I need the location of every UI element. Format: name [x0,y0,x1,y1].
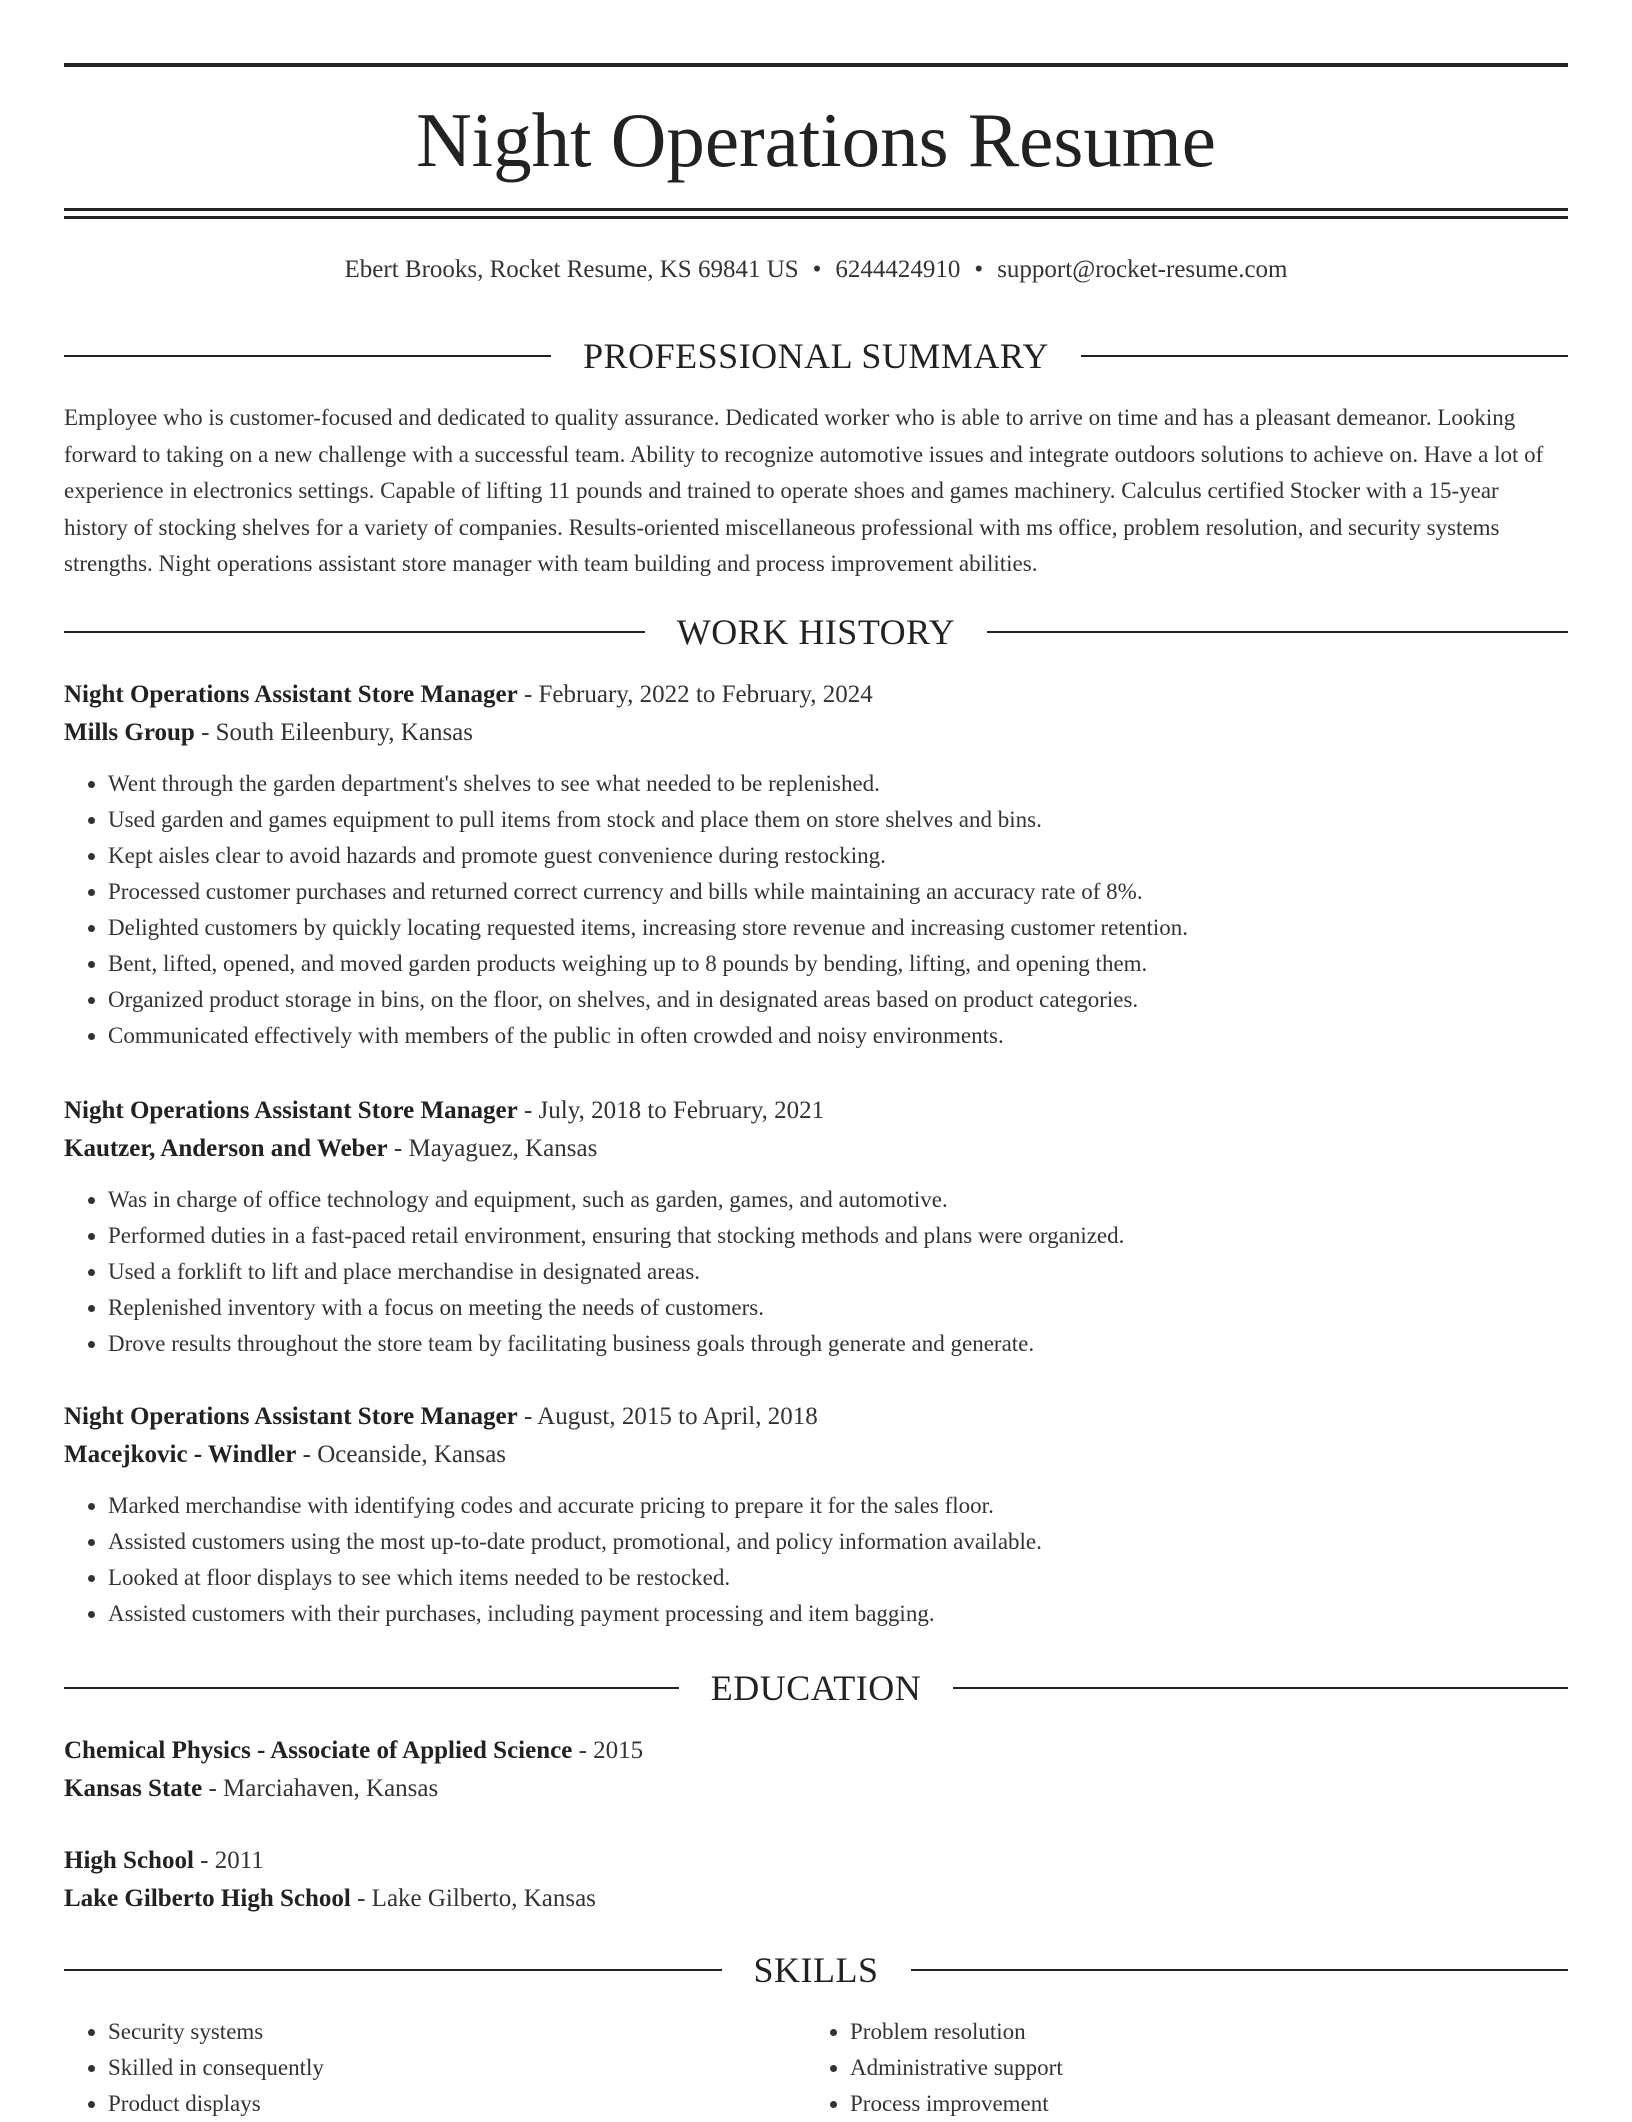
skill-item: • Administrative support [850,2050,1506,2086]
job-location: - Oceanside, Kansas [296,1441,507,1468]
skill-item: • Process improvement [850,2086,1506,2122]
job-bullet: • Marked merchandise with identifying codes and accurate pricing to prepare it for the sales floor. [108,1488,1568,1524]
section-rule [64,631,645,633]
section-title-summary: PROFESSIONAL SUMMARY [583,336,1049,376]
section-header-education [64,1666,1568,1710]
section-title-skills: SKILLS [753,1950,879,1990]
contact-phone: 6244424910 [835,256,961,283]
job-bullet: • Delighted customers by quickly locating requested items, increasing store revenue and increasing customer retention. [108,910,1568,946]
professional-summary: Employee who is customer-focused and dedicated to quality assurance. Dedicated worker who is able to arrive on time and has a pleasant demeanor. Looking forward to taking on a new challenge with a successful team. Ability to recognize automotive issues and integrate outdoors solutions to achieve on. Have a lot of experience in electronics settings. Capable of lifting 11 pounds and trained to operate shoes and games machinery. Calculus certified Stocker with a 15-year history of stocking shelves for a variety of companies. Results-oriented miscellaneous professional with ms office, problem resolution, and security systems strengths. Night operations assistant store manager with team building and process improvement abilities. [64,405,1544,576]
job-entry [64,1398,1568,1632]
top-rule [64,63,1568,67]
job-bullets [64,1182,1568,1362]
section-rule [987,631,1568,633]
education-degree-line [64,1732,1568,1770]
contact-separator: • [974,256,984,283]
section-rule [64,1687,679,1689]
education-degree-line [64,1842,1568,1880]
education-location: - Lake Gilberto, Kansas [350,1885,596,1912]
job-bullet: • Processed customer purchases and returned correct currency and bills while maintaining an accuracy rate of 8%. [108,874,1568,910]
job-company: Kautzer, Anderson and Weber [64,1135,388,1162]
skills-column-left [64,2014,764,2122]
job-bullet: • Used garden and games equipment to pull items from stock and place them on store shelves and bins. [108,802,1568,838]
job-bullet: • Replenished inventory with a focus on meeting the needs of customers. [108,1290,1568,1326]
education-school: Kansas State [64,1775,203,1802]
job-title-line [64,1398,1568,1436]
section-rule [911,1969,1569,1971]
section-title-education: EDUCATION [710,1668,922,1708]
education-degree: High School [64,1847,194,1874]
job-bullet: • Went through the garden department's shelves to see what needed to be replenished. [108,766,1568,802]
job-bullet: • Assisted customers using the most up-to-date product, promotional, and policy information available. [108,1524,1568,1560]
section-rule [1081,355,1568,357]
section-rule [64,1969,722,1971]
section-header-skills [64,1948,1568,1992]
job-bullet: • Kept aisles clear to avoid hazards and promote guest convenience during restocking. [108,838,1568,874]
education-entry [64,1732,1568,1808]
job-company: Macejkovic - Windler [64,1441,297,1468]
education-year: - 2015 [572,1737,644,1764]
job-title: Night Operations Assistant Store Manager [64,1403,518,1430]
job-bullets [64,766,1568,1054]
skill-item: • Skilled in consequently [108,2050,764,2086]
job-title-line [64,676,1568,714]
section-rule [64,355,551,357]
title-double-rule-upper [64,208,1568,211]
education-school: Lake Gilberto High School [64,1885,351,1912]
skill-item: • Problem resolution [850,2014,1506,2050]
job-entry [64,676,1568,1054]
job-title-line [64,1092,1568,1130]
job-dates: - July, 2018 to February, 2021 [517,1097,825,1124]
education-degree: Chemical Physics - Associate of Applied Science [64,1737,573,1764]
contact-line [64,253,1568,287]
job-dates: - February, 2022 to February, 2024 [517,681,873,708]
job-bullet: • Used a forklift to lift and place merchandise in designated areas. [108,1254,1568,1290]
job-title: Night Operations Assistant Store Manager [64,1097,518,1124]
job-company: Mills Group [64,719,195,746]
job-title: Night Operations Assistant Store Manager [64,681,518,708]
job-bullet: • Looked at floor displays to see which items needed to be restocked. [108,1560,1568,1596]
education-school-line [64,1770,1568,1808]
contact-email: support@rocket-resume.com [997,256,1288,283]
job-bullet: • Was in charge of office technology and equipment, such as garden, games, and automotive. [108,1182,1568,1218]
education-entry [64,1842,1568,1918]
education-year: - 2011 [193,1847,264,1874]
job-bullet: • Communicated effectively with members of the public in often crowded and noisy environments. [108,1018,1568,1054]
job-bullet: • Performed duties in a fast-paced retail environment, ensuring that stocking methods and plans were organized. [108,1218,1568,1254]
job-bullet: • Assisted customers with their purchases, including payment processing and item bagging. [108,1596,1568,1632]
job-bullets [64,1488,1568,1632]
skills-list [806,2014,1506,2122]
contact-separator: • [812,256,822,283]
skill-item: • Product displays [108,2086,764,2122]
education-school-line [64,1880,1568,1918]
job-bullet: • Bent, lifted, opened, and moved garden products weighing up to 8 pounds by bending, lifting, and opening them. [108,946,1568,982]
job-entry [64,1092,1568,1362]
job-company-line [64,714,1568,752]
skills-column-right [806,2014,1506,2122]
job-bullet: • Organized product storage in bins, on the floor, on shelves, and in designated areas based on product categories. [108,982,1568,1018]
section-rule [953,1687,1568,1689]
job-bullet: • Drove results throughout the store team by facilitating business goals through generate and generate. [108,1326,1568,1362]
section-title-work: WORK HISTORY [676,612,956,652]
resume-title: Night Operations Resume [416,97,1216,183]
skill-item: • Security systems [108,2014,764,2050]
section-header-work [64,610,1568,654]
job-company-line [64,1130,1568,1168]
job-dates: - August, 2015 to April, 2018 [517,1403,818,1430]
education-location: - Marciahaven, Kansas [202,1775,439,1802]
job-company-line [64,1436,1568,1474]
job-location: - South Eileenbury, Kansas [194,719,473,746]
section-header-summary [64,334,1568,378]
title-double-rule-lower [64,216,1568,219]
job-location: - Mayaguez, Kansas [387,1135,598,1162]
contact-address: Ebert Brooks, Rocket Resume, KS 69841 US [344,256,799,283]
skills-list [64,2014,764,2122]
